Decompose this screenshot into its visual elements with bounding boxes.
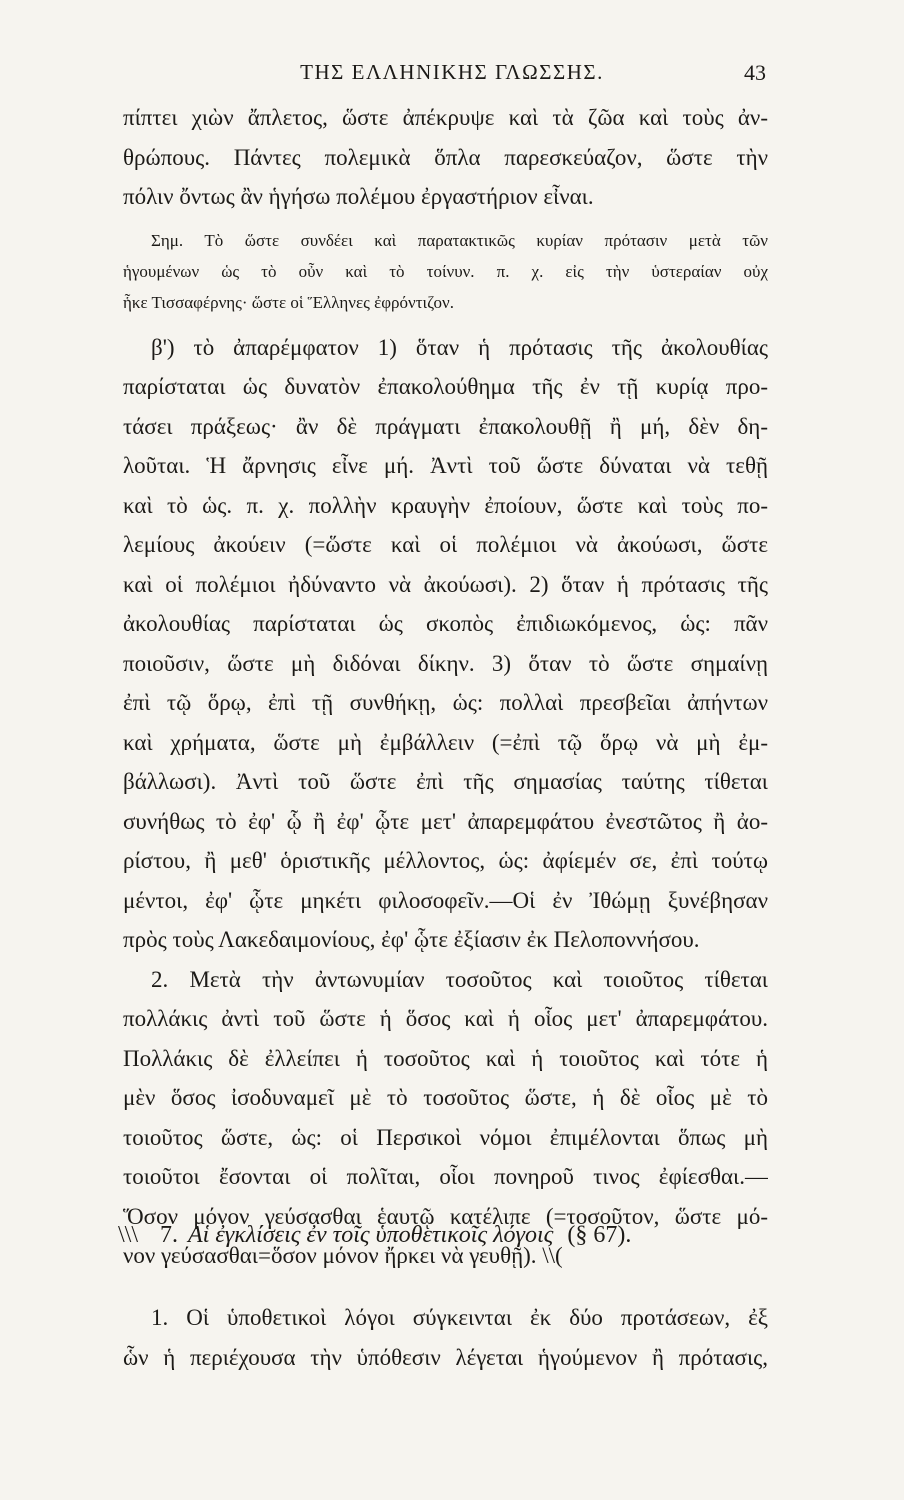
text-line: β') τὸ ἀπαρέμφατον 1) ὅταν ἡ πρότασις τῆς ἀκολουθίας	[151, 334, 768, 360]
running-title: ΤΗΣ ΕΛΛΗΝΙΚΗΣ ΓΛΩΣΣΗΣ.	[300, 60, 604, 84]
section-title: Αἱ ἐγκλίσεις ἐν τοῖς ὑποθετικοῖς λόγοις	[188, 1222, 554, 1248]
text-line: ποιοῦσιν, ὥστε μὴ διδόναι δίκην. 3) ὅταν τὸ ὥστε σημαίνῃ	[123, 650, 768, 676]
text-line: 2. Μετὰ τὴν ἀντωνυμίαν τοσοῦτος καὶ τοιοῦτος τίθεται	[151, 966, 768, 992]
text-line: 1. Οἱ ὑποθετικοὶ λόγοι σύγκεινται ἐκ δύο προτάσεων, ἐξ	[151, 1305, 768, 1330]
remark-note	[123, 225, 768, 318]
text-line: τάσει πράξεως· ἂν δὲ πράγματι ἐπακολουθῇ ἢ μή, δὲν δη-	[123, 413, 768, 439]
running-head	[0, 60, 904, 90]
text-line: καὶ χρήματα, ὥστε μὴ ἐμβάλλειν (=ἐπὶ τῷ ὅρῳ νὰ μὴ ἐμ-	[123, 729, 768, 755]
text-line: ρίστου, ἢ μεθ' ὁριστικῆς μέλλοντος, ὡς: ἀφίεμέν σε, ἐπὶ τούτῳ	[123, 848, 768, 873]
margin-mark: \\\	[118, 1222, 139, 1248]
text-line: βάλλωσι). Ἀντὶ τοῦ ὥστε ἐπὶ τῆς σημασίας ταύτης τίθεται	[123, 769, 768, 794]
text-line: Πολλάκις δὲ ἐλλείπει ἡ τοσοῦτος καὶ ἡ τοιοῦτος καὶ τότε ἡ	[123, 1045, 768, 1071]
text-line: τοιοῦτοι ἔσονται οἱ πολῖται, οἷοι πονηροῦ τινος ἐφίεσθαι.—	[123, 1164, 768, 1189]
section-number: 7.	[160, 1222, 179, 1248]
main-text	[123, 98, 768, 1276]
text-line: μέντοι, ἐφ' ᾧτε μηκέτι φιλοσοφεῖν.—Οἱ ἐν Ἰθώμῃ ξυνέβησαν	[123, 887, 768, 913]
text-line: μὲν ὅσος ἰσοδυναμεῖ μὲ τὸ τοσοῦτος ὥστε, ἡ δὲ οἷος μὲ τὸ	[123, 1085, 768, 1110]
text-line: πρὸς τοὺς Λακεδαιμονίους, ἐφ' ᾧτε ἐξίασιν ἐκ Πελοποννήσου.	[123, 927, 700, 952]
section-text	[123, 1298, 768, 1377]
text-line: καὶ οἱ πολέμιοι ἠδύναντο νὰ ἀκούωσι). 2) ὅταν ἡ πρότασις τῆς	[123, 571, 768, 597]
text-line: λεμίους ἀκούειν (=ὥστε καὶ οἱ πολέμιοι νὰ ἀκούωσι, ὥστε	[123, 532, 768, 557]
text-line: πολλάκις ἀντὶ τοῦ ὥστε ἡ ὅσος καὶ ἡ οἷος μετ' ἀπαρεμφάτου.	[123, 1006, 768, 1031]
text-line: θρώπους. Πάντες πολεμικὰ ὅπλα παρεσκεύαζον, ὥστε τὴν	[123, 144, 768, 170]
text-line: παρίσταται ὡς δυνατὸν ἐπακολούθημα τῆς ἐν τῇ κυρίᾳ προ-	[123, 374, 768, 399]
text-line: καὶ τὸ ὡς. π. χ. πολλὴν κραυγὴν ἐποίουν, ὥστε καὶ τοὺς πο-	[123, 492, 768, 518]
section-reference: (§ 67).	[567, 1222, 632, 1248]
page-number: 43	[744, 60, 766, 85]
text-line: ἀκολουθίας παρίσταται ὡς σκοπὸς ἐπιδιωκόμενος, ὡς: πᾶν	[123, 611, 768, 636]
paragraph-infinitive	[123, 328, 768, 960]
text-line: συνήθως τὸ ἐφ' ᾧ ἢ ἐφ' ᾧτε μετ' ἀπαρεμφάτου ἐνεστῶτος ἢ ἀο-	[123, 808, 768, 834]
note-line: Σημ. Τὸ ὥστε συνδέει καὶ παρατακτικῶς κυρίαν πρότασιν μετὰ τῶν	[151, 230, 768, 250]
text-line: λοῦται. Ἡ ἄρνησις εἶνε μή. Ἀντὶ τοῦ ὥστε δύναται νὰ τεθῇ	[123, 453, 768, 478]
text-line: Ὅσον μόνον γεύσασθαι ἑαυτῷ κατέλιπε (=τοσοῦτον, ὥστε μό-	[123, 1203, 768, 1229]
note-line: ἧκε Τισσαφέρνης· ὥστε οἱ Ἕλληνες ἐφρόντιζον.	[123, 292, 454, 312]
text-line: πόλιν ὄντως ἂν ἡγήσω πολέμου ἐργαστήριον εἶναι.	[123, 184, 594, 209]
text-line: πίπτει χιὼν ἄπλετος, ὥστε ἀπέκρυψε καὶ τὰ ζῶα καὶ τοὺς ἀν-	[123, 105, 768, 130]
text-line: νον γεύσασθαι=ὅσον μόνον ἤρκει νὰ γευθῇ). \\(	[123, 1243, 563, 1268]
text-line: ἐπὶ τῷ ὅρῳ, ἐπὶ τῇ συνθήκῃ, ὡς: πολλαὶ πρεσβεῖαι ἀπήντων	[123, 690, 768, 715]
text-line: ὧν ἡ περιέχουσα τὴν ὑπόθεσιν λέγεται ἡγούμενον ἢ πρότασις,	[123, 1344, 768, 1370]
section-heading	[118, 1215, 768, 1255]
note-line: ἡγουμένων ὡς τὸ οὖν καὶ τὸ τοίνυν. π. χ. εἰς τὴν ὑστεραίαν οὐχ	[123, 261, 768, 281]
text-line: τοιοῦτος ὥστε, ὡς: οἱ Περσικοὶ νόμοι ἐπιμέλονται ὅπως μὴ	[123, 1124, 768, 1150]
